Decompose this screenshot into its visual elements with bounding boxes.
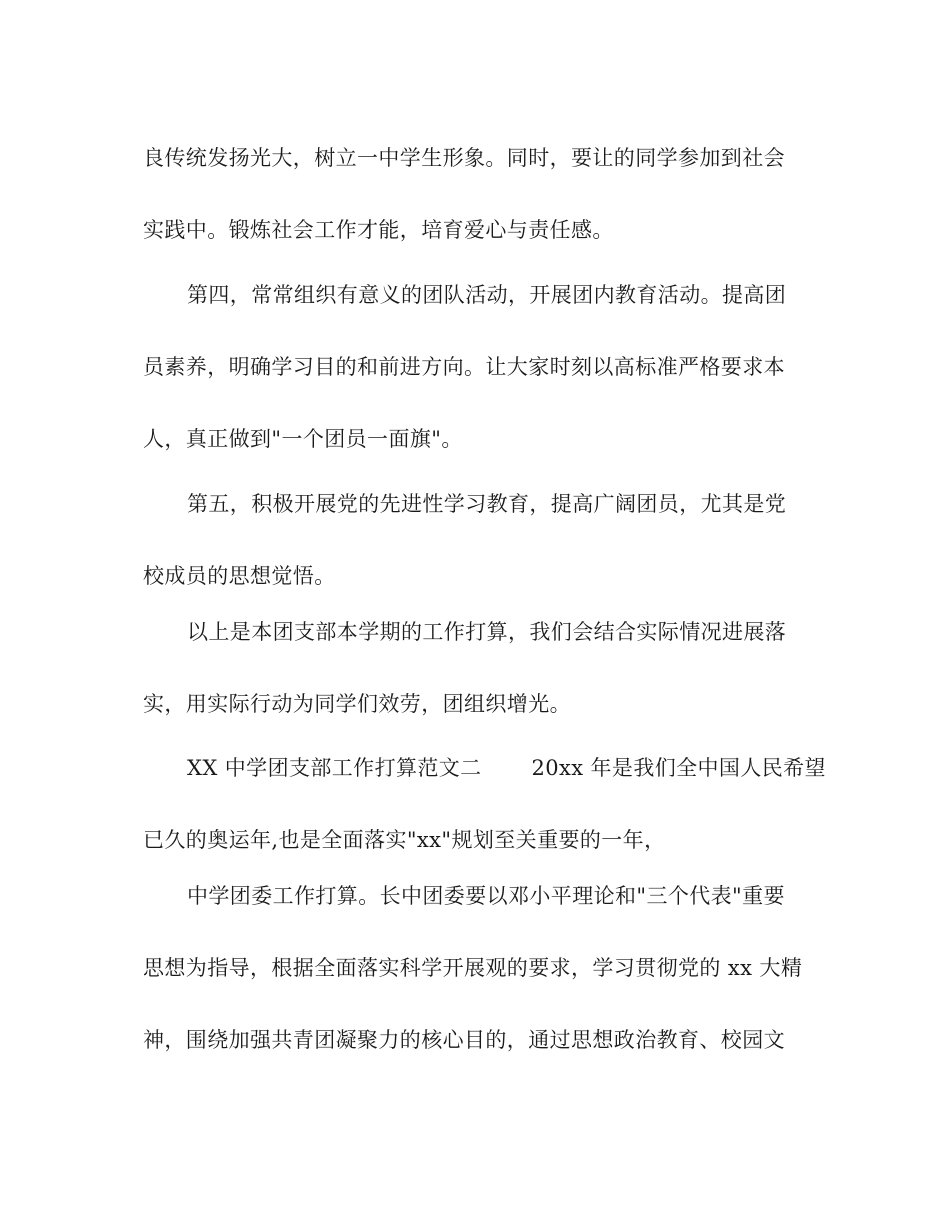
text-line: 第四，常常组织有意义的团队活动，开展团内教育活动。提高团 [187,283,787,307]
text-line: XX 中学团支部工作打算范文二 20xx 年是我们全中国人民希望 [187,756,826,780]
text-line: 已久的奥运年,也是全面落实"xx"规划至关重要的一年， [143,828,666,852]
text-line: 员素养，明确学习目的和前进方向。让大家时刻以高标准严格要求本 [143,355,785,379]
text-line: 神，围绕加强共青团凝聚力的核心目的，通过思想政治教育、校园文 [143,1028,785,1052]
text-line: 人，真正做到"一个团员一面旗"。 [143,427,463,451]
text-line: 校成员的思想觉悟。 [143,564,336,588]
text-line: 中学团委工作打算。长中团委要以邓小平理论和"三个代表"重要 [187,884,785,908]
text-line: 实，用实际行动为同学们效劳，团组织增光。 [143,692,571,716]
text-line: 良传统发扬光大，树立一中学生形象。同时，要让的同学参加到社会 [143,146,785,170]
text-line: 以上是本团支部本学期的工作打算，我们会结合实际情况进展落 [187,620,787,644]
text-line: 思想为指导，根据全面落实科学开展观的要求，学习贯彻党的 xx 大精 [143,956,803,980]
text-line: 第五，积极开展党的先进性学习教育，提高广阔团员，尤其是党 [187,492,787,516]
text-line: 实践中。锻炼社会工作才能，培育爱心与责任感。 [143,218,614,242]
